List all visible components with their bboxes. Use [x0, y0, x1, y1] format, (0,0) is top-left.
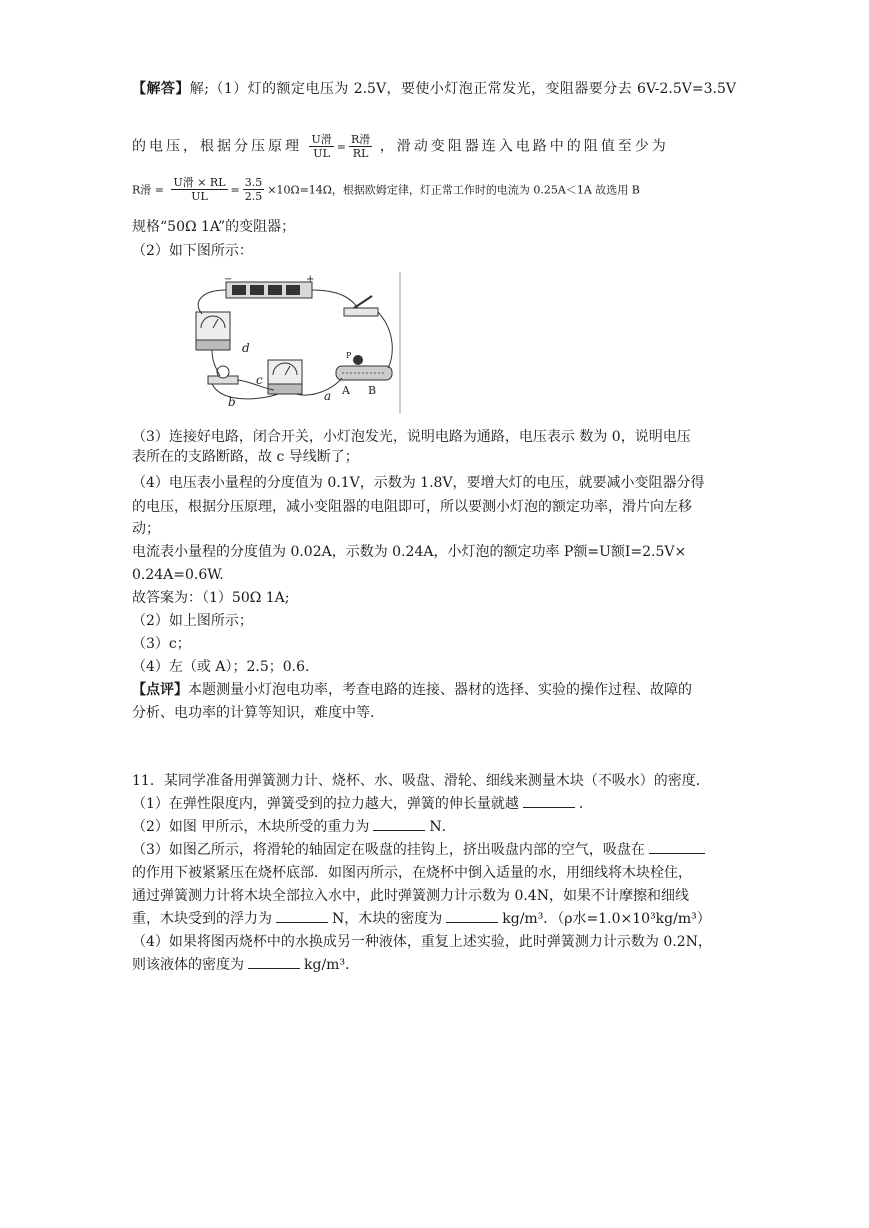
answer-blank-4[interactable] [276, 910, 328, 923]
fraction-values: $\frac{3.5}{2.5}$ [244, 176, 263, 203]
answer-blank-5[interactable] [446, 910, 498, 923]
wire-battery-ammeter [198, 290, 226, 314]
rheostat-icon [336, 355, 392, 380]
wire-a [296, 378, 342, 395]
terminal-label-a: A [342, 384, 350, 397]
comment-line-2: 分析、电功率的计算等知识，难度中等. [132, 705, 375, 721]
solution-line-1: 【解答】解;（1）灯的额定电压为 2.5V，要使小灯泡正常发光，变阻器要分去 6V-2.5V=3.5V [132, 81, 736, 97]
wire-label-b: b [228, 395, 236, 409]
solution-part-3-line-2: 表所在的支路断路，故 c 导线断了； [132, 449, 359, 465]
answer-title: 故答案为：（1）50Ω 1A; [132, 590, 290, 606]
ammeter-icon [196, 312, 230, 350]
question-11-part-1: （1）在弹性限度内，弹簧受到的拉力越大，弹簧的伸长量就越 ． [132, 796, 593, 812]
answer-blank-1[interactable] [523, 795, 575, 808]
question-11-part-3-line-4: 重，木块受到的浮力为 N，木块的密度为 kg/m³．（ρ水=1.0×10³kg/m³） [132, 911, 711, 927]
voltmeter-icon [268, 360, 302, 394]
question-11-part-4-line-1: （4）如果将图丙烧杯中的水换成另一种液体，重复上述实验，此时弹簧测力计示数为 0.2N， [132, 934, 712, 950]
wire-battery-switch [312, 290, 358, 308]
question-11-stem: 11．某同学准备用弹簧测力计、烧杯、水、吸盘、滑轮、细线来测量木块（不吸水）的密度． [132, 773, 710, 789]
solution-part-4-line-3: 动； [132, 521, 160, 537]
solution-line-2: 的电压，根据分压原理 $\frac{\text{U滑}}{UL}$ = $\frac{\text{R滑}}{RL}$ ，滑动变阻器连入电路中的阻值至少为 [132, 133, 669, 160]
answer-4: （4）左（或 A）；2.5；0.6. [132, 659, 310, 675]
fraction-resistance: $\frac{\text{U滑 × RL}}{UL}$ [173, 176, 226, 203]
comment-heading: 【点评】 [132, 682, 188, 698]
answer-blank-6[interactable] [248, 956, 300, 969]
solution-part-4-line-2: 的电压，根据分压原理，减小变阻器的电阻即可，所以要测小灯泡的额定功率，滑片向左移 [132, 499, 692, 515]
answer-3: （3）c； [132, 636, 191, 652]
question-11-part-3-line-1: （3）如图乙所示，将滑轮的轴固定在吸盘的挂钩上，挤出吸盘内部的空气，吸盘在 [132, 839, 709, 861]
solution-heading: 【解答】 [132, 81, 190, 97]
wire-label-d: d [242, 341, 250, 355]
fraction-r-ratio: $\frac{\text{R滑}}{RL}$ [350, 133, 371, 160]
wire-switch-rheostat [378, 312, 392, 368]
terminal-label-b: B [368, 384, 377, 397]
solution-power-line-1: 电流表小量程的分度值为 0.02A，示数为 0.24A，小灯泡的额定功率 P额=U额I=2.5V× [132, 544, 687, 560]
question-11-part-3-line-2: 的作用下被紧紧压在烧杯底部．如图丙所示，在烧杯中倒入适量的水，用细线将木块栓住， [132, 865, 692, 881]
solution-power-line-2: 0.24A=0.6W. [132, 567, 224, 583]
solution-part-4-line-1: （4）电压表小量程的分度值为 0.1V，示数为 1.8V，要增大灯的电压，就要减小变阻器分得 [132, 475, 705, 491]
solution-part-2: （2）如下图所示： [132, 243, 253, 259]
question-11-part-4-line-2: 则该液体的密度为 kg/m³. [132, 957, 350, 973]
circuit-diagram [182, 272, 402, 414]
question-11-part-3-line-3: 通过弹簧测力计将木块全部拉入水中，此时弹簧测力计示数为 0.4N，如果不计摩擦和细线 [132, 888, 689, 904]
solution-line-4: 规格“50Ω 1A”的变阻器； [132, 219, 296, 235]
battery-icon [226, 282, 312, 298]
solution-part-3-line-1: （3）连接好电路，闭合开关，小灯泡发光，说明电路为通路，电压表示 数为 0，说明电压 [132, 429, 691, 445]
answer-2: （2）如上图所示； [132, 613, 253, 629]
battery-plus-label: + [306, 274, 315, 285]
wire-label-a: a [324, 389, 332, 403]
battery-minus-label: − [224, 274, 233, 285]
lamp-icon [208, 366, 238, 384]
slider-label-p: P [346, 351, 352, 360]
wire-label-c: c [256, 373, 263, 387]
fraction-u-ratio: $\frac{\text{U滑}}{UL}$ [311, 133, 332, 160]
answer-blank-3[interactable] [649, 841, 705, 854]
solution-line-3: R滑 = $\frac{\text{U滑 × RL}}{UL}$ = $\frac{3.5}{2.5}$ ×10Ω=14Ω，根据欧姆定律，灯正常工作时的电流为 0.25A＜1A 故选用 B [132, 176, 640, 203]
question-11-part-2: （2）如图 甲所示，木块所受的重力为 N． [132, 819, 456, 835]
comment-line-1: 【点评】本题测量小灯泡电功率，考查电路的连接、器材的选择、实验的操作过程、故障的 [132, 682, 692, 698]
answer-blank-2[interactable] [373, 818, 425, 831]
